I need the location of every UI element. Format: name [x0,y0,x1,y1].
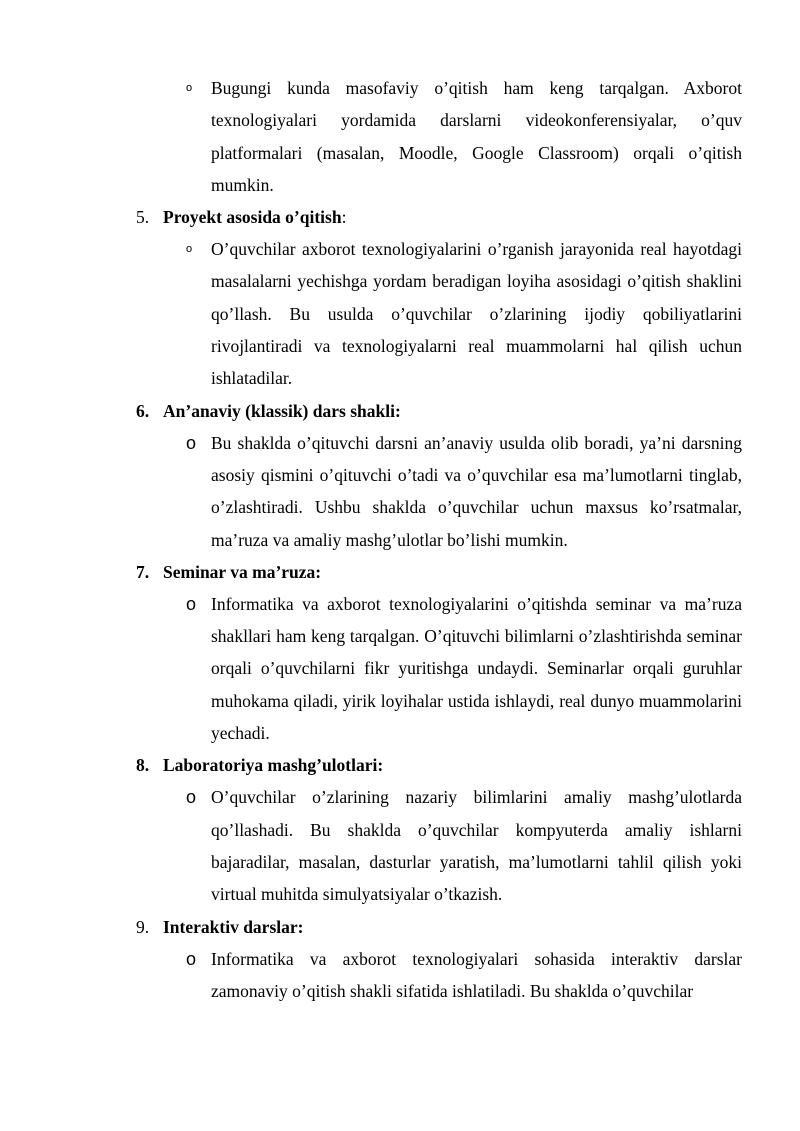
item-heading: Seminar va ma’ruza: [163,561,322,582]
list-bullet [186,781,742,910]
item-heading: An’anaviy (klassik) dars shakli: [163,400,401,421]
list-bullet [186,427,742,556]
bullet-text: Bu shaklda o’qituvchi darsni an’anaviy usulda olib boradi, ya’ni darsning asosiy qismini o’qituvchi o’tadi va o’quvchilar esa ma’lumotlarni tinglab, o’zlashtiradi. Ushbu shaklda o’quvchilar uchun maxsus ko’rsatmalar, ma’ruza va amaliy mashg’ulotlar bo’lishi mumkin. [211,432,742,550]
bullet-marker: o [186,82,193,94]
bullet-marker: o [186,948,197,969]
list-item-9 [136,911,742,943]
item-number: 8. [136,755,150,776]
item-heading: Interaktiv darslar: [163,916,304,937]
bullet-marker: o [186,243,193,256]
bullet-text: Bugungi kunda masofaviy o’qitish ham keng tarqalgan. Axborot texnologiyalari yordamida darslarni videokonferensiyalar, o’quv platformalari (masalan, Moodle, Google Classroom) orqali o’qitish mumkin. [211,78,742,195]
list-item-6 [136,395,742,427]
bullet-marker: o [186,432,197,453]
bullet-marker: o [186,787,197,808]
item-number: 6. [136,400,150,421]
bullet-text: O’quvchilar axborot texnologiyalarini o’rganish jarayonida real hayotdagi masalalarni yechishga yordam beradigan loyiha asosidagi o’qitish shaklini qo’llash. Bu usulda o’quvchilar o’zlarining ijodiy qobiliyatlarini rivojlantiradi va texnologiyalarni real muammolarni hal qilish uchun ishlatadilar. [211,239,742,389]
list-bullet [186,943,742,1008]
list-bullet [186,588,742,749]
bullet-text: Informatika va axborot texnologiyalarini o’qitishda seminar va ma’ruza shakllari ham keng tarqalgan. O’qituvchi bilimlarni o’zlashtirishda seminar orqali o’quvchilarni fikr yuritishga undaydi. Seminarlar orqali guruhlar muhokama qiladi, yirik loyihalar ustida ishlaydi, real dunyo muammolarini yechadi. [211,593,742,744]
list-item-8 [136,749,742,781]
item-heading: Proyekt asosida o’qitish [163,207,342,228]
heading-suffix: : [341,207,347,228]
bullet-marker: o [186,593,197,614]
list-item-7 [136,556,742,588]
item-heading-wrap [163,201,346,233]
item-heading: Laboratoriya mashg’ulotlari: [163,755,384,776]
item-number: 5. [136,207,150,228]
item-number: 7. [136,561,150,582]
bullet-text: O’quvchilar o’zlarining nazariy bilimlarini amaliy mashg’ulotlarda qo’llashadi. Bu shaklda o’quvchilar kompyuterda amaliy ishlarni bajaradilar, masalan, dasturlar yaratish, ma’lumotlarni tahlil qilish yoki virtual muhitda simulyatsiyalar o’tkazish. [211,787,742,905]
list-bullet [186,233,742,394]
document-body [0,72,800,1007]
list-bullet [186,72,742,201]
list-item-5 [136,201,742,233]
bullet-text: Informatika va axborot texnologiyalari sohasida interaktiv darslar zamonaviy o’qitish shakli sifatida ishlatiladi. Bu shaklda o’quvchilar [211,948,742,1001]
item-number: 9. [136,916,150,937]
